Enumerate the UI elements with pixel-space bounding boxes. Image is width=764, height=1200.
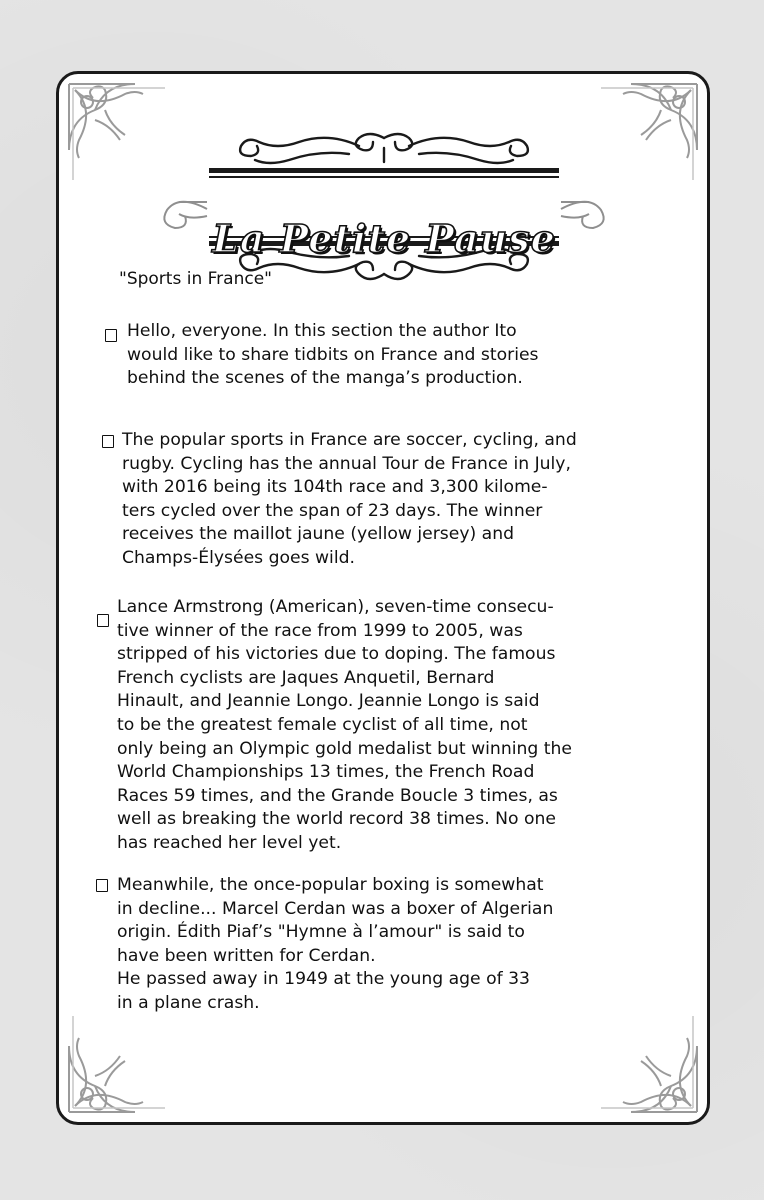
note-text: Meanwhile, the once-popular boxing is somewhat in decline... Marcel Cerdan was a boxer of Algerian origin. Édith Piaf’s "Hymne à l’amour" is said to have been written for Cerdan. He passed away in 1949 at the young age of 33 in a plane crash. bbox=[117, 875, 554, 1013]
checkbox-bullet-icon bbox=[102, 435, 114, 448]
note-text: The popular sports in France are soccer, cycling, and rugby. Cycling has the annual Tour de France in July, with 2016 being its 104th race and 3,300 kilome- ters cycled over the span of 23 days. The winner receives the maillot jaune (yellow jersey) and Champs-Élysées goes wild. bbox=[122, 430, 577, 568]
note-card-frame bbox=[56, 71, 710, 1125]
checkbox-bullet-icon bbox=[96, 879, 108, 892]
content-area bbox=[59, 74, 707, 1122]
note-text: Lance Armstrong (American), seven-time consecu- tive winner of the race from 1999 to 2005, was stripped of his victories due to doping. The famous French cyclists are Jaques Anquetil, Bernard Hinault, and Jeannie Longo. Jeannie Longo is said to be the greatest female cyclist of all time, not only being an Olympic gold medalist but winning the World Championships 13 times, the French Road Races 59 times, and the Grande Boucle 3 times, as well as breaking the world record 38 times. No one has reached her level yet. bbox=[117, 597, 572, 853]
page-title: La Petite Pause bbox=[212, 216, 556, 261]
note-text: Hello, everyone. In this section the author Ito would like to share tidbits on France and stories behind the scenes of the manga’s production. bbox=[127, 321, 539, 389]
checkbox-bullet-icon bbox=[105, 329, 117, 342]
checkbox-bullet-icon bbox=[97, 614, 109, 627]
note-item bbox=[117, 874, 692, 1016]
note-item bbox=[117, 596, 697, 856]
section-subtitle: "Sports in France" bbox=[119, 269, 272, 289]
note-item bbox=[127, 320, 687, 391]
note-item bbox=[122, 429, 697, 571]
